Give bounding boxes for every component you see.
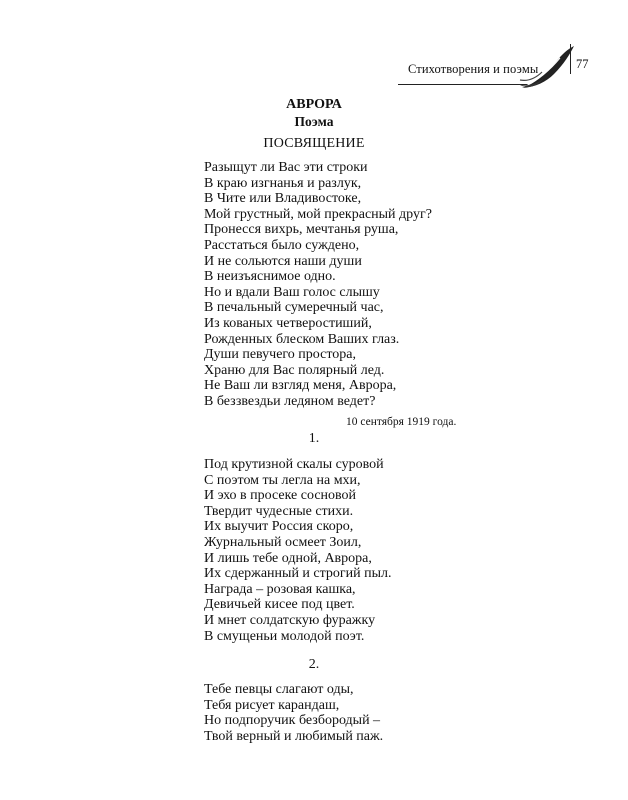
page-number: 77	[576, 57, 589, 71]
section-number-2: 2.	[308, 657, 320, 672]
verse-line: В Чите или Владивостоке,	[204, 191, 362, 207]
header-rule	[398, 84, 532, 85]
verse-line: И не сольются наши души	[204, 253, 362, 269]
verse-line: С поэтом ты легла на мхи,	[204, 472, 361, 488]
verse-line: Награда – розовая кашка,	[204, 581, 356, 597]
verse-line: В краю изгнанья и разлук,	[204, 175, 362, 191]
verse-line: Под крутизной скалы суровой	[204, 457, 384, 472]
verse-line: Пронесся вихрь, мечтанья руша,	[204, 222, 399, 238]
verse-line: В печальный сумеречный час,	[204, 300, 384, 316]
verse-line: В смущеньи молодой поэт.	[204, 628, 365, 644]
verse-line: Но подпоручик безбородый –	[204, 713, 381, 729]
dedication-heading: ПОСВЯЩЕНИЕ	[263, 136, 365, 151]
verse-line: Твердит чудесные стихи.	[204, 503, 354, 519]
quill-pen-icon	[516, 44, 580, 92]
stanza-2	[204, 682, 383, 744]
section-number-1: 1.	[308, 431, 320, 446]
verse-line: В беззвездьи ледяном ведет?	[204, 393, 376, 409]
stanza-1	[204, 457, 392, 644]
poem-subtitle: Поэма	[294, 114, 334, 129]
verse-line: Расстаться было суждено,	[204, 237, 360, 253]
header-title: Стихотворения и поэмы	[408, 62, 539, 76]
verse-line: Их сдержанный и строгий пыл.	[204, 566, 392, 582]
verse-line: Души певучего простора,	[204, 347, 357, 363]
verse-line: И мнет солдатскую фуражку	[204, 612, 376, 628]
verse-line: Мой грустный, мой прекрасный друг?	[204, 206, 432, 222]
verse-line: Тебя рисует карандаш,	[204, 697, 340, 713]
verse-line: Девичьей кисее под цвет.	[204, 597, 355, 613]
verse-line: Журнальный осмеет Зоил,	[204, 534, 362, 550]
verse-line: Но и вдали Ваш голос слышу	[204, 284, 380, 300]
verse-line: Разыщут ли Вас эти строки	[204, 160, 368, 175]
verse-line: Из кованых четверостиший,	[204, 315, 372, 331]
verse-line: Их выучит Россия скоро,	[204, 519, 354, 535]
verse-line: Твой верный и любимый паж.	[204, 728, 384, 744]
verse-line: Тебе певцы слагают оды,	[204, 682, 354, 697]
date-line: 10 сентября 1919 года.	[346, 416, 457, 428]
verse-line: В неизъяснимое одно.	[204, 269, 336, 285]
poem-title: АВРОРА	[286, 97, 342, 112]
verse-line: Рожденных блеском Ваших глаз.	[204, 331, 400, 347]
verse-line: Не Ваш ли взгляд меня, Аврора,	[204, 378, 397, 394]
verse-line: И эхо в просеке сосновой	[204, 488, 357, 504]
verse-line: Храню для Вас полярный лед.	[204, 362, 385, 378]
dedication-stanza	[204, 160, 432, 410]
verse-line: И лишь тебе одной, Аврора,	[204, 550, 372, 566]
running-header	[0, 0, 628, 100]
